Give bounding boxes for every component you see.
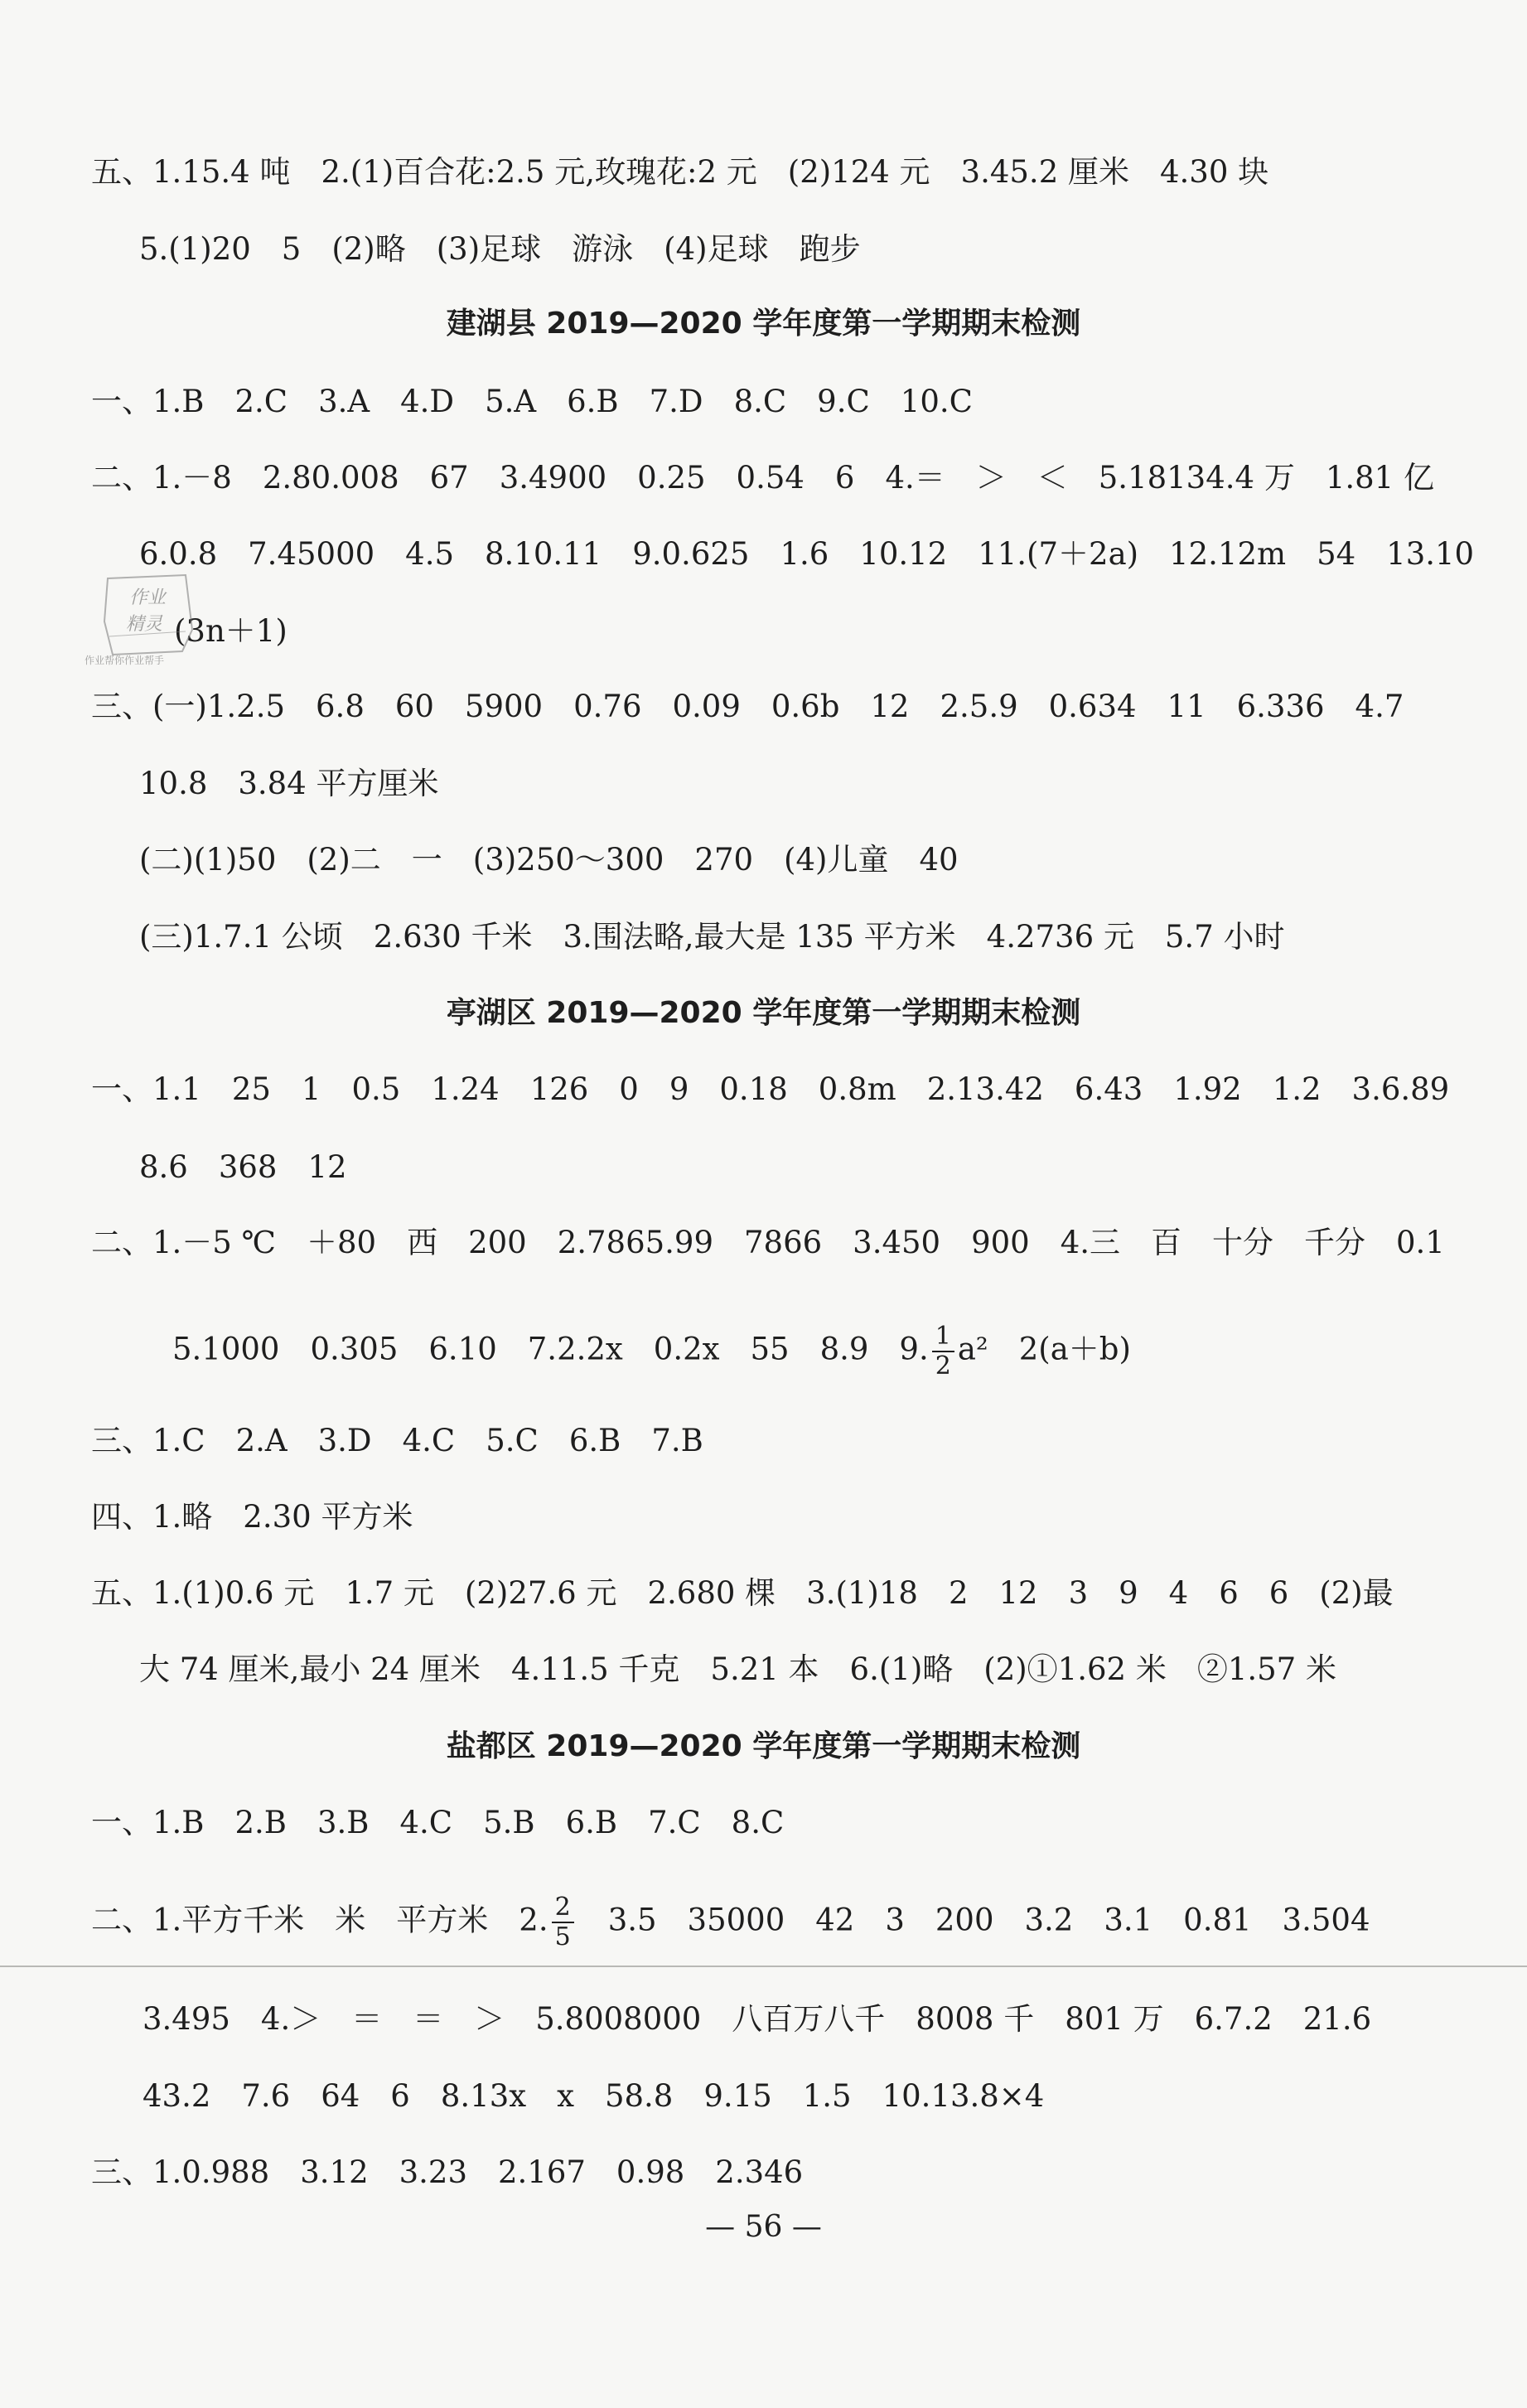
answer-line: 5.(1)20 5 (2)略 (3)足球 游泳 (4)足球 跑步 bbox=[139, 231, 861, 267]
answer-line: 三、1.C 2.A 3.D 4.C 5.C 6.B 7.B bbox=[91, 1423, 703, 1458]
stamp-text: 作业帮你作业帮手 bbox=[85, 655, 165, 666]
answer-line: (3n＋1) bbox=[174, 613, 288, 649]
stamp-text: 作业 bbox=[129, 587, 167, 608]
answer-line: (三)1.7.1 公顷 2.630 千米 3.围法略,最大是 135 平方米 4.2736 元 5.7 小时 bbox=[139, 919, 1285, 955]
answer-line: (二)(1)50 (2)二 一 (3)250～300 270 (4)儿童 40 bbox=[139, 842, 959, 878]
answer-line: 五、1.(1)0.6 元 1.7 元 (2)27.6 元 2.680 棵 3.(1)18 2 12 3 9 4 6 6 (2)最 bbox=[91, 1575, 1394, 1611]
divider bbox=[0, 1966, 1527, 1967]
answer-line: 一、1.B 2.C 3.A 4.D 5.A 6.B 7.D 8.C 9.C 10.C bbox=[91, 384, 973, 419]
section-heading: 亭湖区 2019—2020 学年度第一学期期末检测 bbox=[446, 996, 1081, 1030]
answer-text: 二、1.平方千米 米 平方米 2. bbox=[91, 1902, 548, 1938]
answer-text: 5.1000 0.305 6.10 7.2.2x 0.2x 55 8.9 9. bbox=[172, 1331, 929, 1367]
answer-line: 6.0.8 7.45000 4.5 8.10.11 9.0.625 1.6 10.12 11.(7＋2a) 12.12m 54 13.10 bbox=[139, 536, 1475, 572]
answer-line: 五、1.15.4 吨 2.(1)百合花:2.5 元,玫瑰花:2 元 (2)124 元 3.45.2 厘米 4.30 块 bbox=[91, 154, 1269, 190]
answer-line: 四、1.略 2.30 平方米 bbox=[91, 1499, 413, 1535]
watermark-stamp bbox=[85, 572, 201, 679]
answer-line: 一、1.1 25 1 0.5 1.24 126 0 9 0.18 0.8m 2.13.42 6.43 1.92 1.2 3.6.89 bbox=[91, 1071, 1450, 1107]
answer-text: a² bbox=[957, 1331, 988, 1367]
answer-line: 二、1.－5 ℃ ＋80 西 200 2.7865.99 7866 3.450 900 4.三 百 十分 千分 0.1 bbox=[91, 1225, 1445, 1260]
answer-line: 10.8 3.84 平方厘米 bbox=[139, 766, 439, 801]
fraction-numerator: 2 bbox=[552, 1893, 574, 1923]
fraction-denominator: 5 bbox=[554, 1922, 571, 1951]
answer-line: 8.6 368 12 bbox=[139, 1149, 347, 1185]
section-heading: 盐都区 2019—2020 学年度第一学期期末检测 bbox=[446, 1729, 1081, 1763]
answer-line: 三、(一)1.2.5 6.8 60 5900 0.76 0.09 0.6b 12 2.5.9 0.634 11 6.336 4.7 bbox=[91, 689, 1404, 724]
answer-line: 二、1.－8 2.80.008 67 3.4900 0.25 0.54 6 4.＝ ＞ ＜ 5.18134.4 万 1.81 亿 bbox=[91, 460, 1434, 496]
answer-text: 2(a＋b) bbox=[1018, 1331, 1131, 1367]
fraction bbox=[932, 1322, 954, 1380]
answer-line: 大 74 厘米,最小 24 厘米 4.11.5 千克 5.21 本 6.(1)略 (2)①1.62 米 ②1.57 米 bbox=[139, 1651, 1336, 1687]
stamp-text: 精灵 bbox=[126, 614, 163, 635]
page-number: — 56 — bbox=[705, 2210, 822, 2244]
answer-line: 一、1.B 2.B 3.B 4.C 5.B 6.B 7.C 8.C bbox=[91, 1805, 785, 1840]
fraction-denominator: 2 bbox=[935, 1351, 951, 1380]
answer-line: 43.2 7.6 64 6 8.13x x 58.8 9.15 1.5 10.13.8×4 bbox=[143, 2078, 1045, 2114]
answer-text: 3.5 35000 42 3 200 3.2 3.1 0.81 3.504 bbox=[607, 1902, 1370, 1938]
answer-line: 三、1.0.988 3.12 3.23 2.167 0.98 2.346 bbox=[91, 2154, 804, 2190]
answer-line bbox=[172, 1322, 1131, 1380]
fraction-numerator: 1 bbox=[932, 1322, 954, 1352]
fraction bbox=[552, 1893, 574, 1951]
section-heading: 建湖县 2019—2020 学年度第一学期期末检测 bbox=[446, 307, 1081, 341]
answer-line bbox=[91, 1893, 1370, 1951]
answer-line: 3.495 4.＞ ＝ ＝ ＞ 5.8008000 八百万八千 8008 千 801 万 6.7.2 21.6 bbox=[143, 2001, 1372, 2037]
